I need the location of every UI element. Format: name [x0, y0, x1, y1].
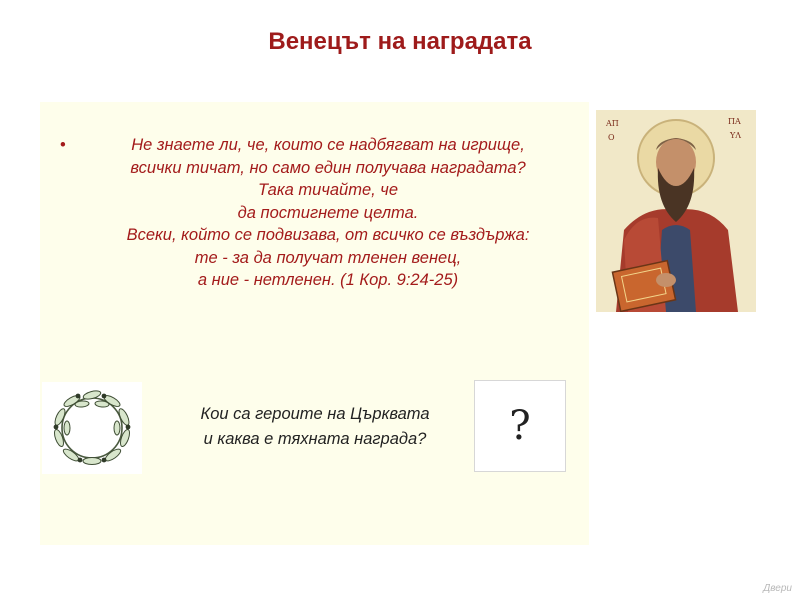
- saint-icon: [596, 110, 756, 312]
- slide-title: Венецът на наградата: [268, 28, 532, 55]
- quote-line: да постигнете целта.: [237, 203, 419, 222]
- quote-line: Така тичайте, че: [257, 181, 399, 199]
- svg-text:ΠΑ: ΠΑ: [728, 117, 741, 126]
- quote-line: Всеки, който се подвизава, от всичко се въздържа:: [126, 226, 530, 244]
- question-line: и каква е тяхната награда?: [203, 430, 427, 448]
- question-line: Кои са героите на Църквата: [200, 405, 430, 423]
- svg-text:ΑΠ: ΑΠ: [606, 119, 619, 128]
- content-panel: [40, 102, 589, 545]
- apostle-paul-icon-image: [596, 110, 756, 312]
- svg-text:Ο: Ο: [608, 133, 615, 142]
- laurel-wreath-image: [42, 382, 142, 474]
- question-text: [170, 402, 460, 452]
- laurel-wreath-icon: [42, 382, 142, 474]
- question-mark-icon: ?: [509, 403, 531, 449]
- quote-line: всички тичат, но само един получава наградата?: [130, 158, 526, 177]
- watermark: Двери: [763, 583, 792, 594]
- bullet-icon: •: [60, 136, 66, 154]
- question-mark-box: [474, 380, 566, 472]
- quote-line: а ние - нетленен. (1 Кор. 9:24-25): [197, 271, 459, 289]
- quote-line: те - за да получат тленен венец,: [194, 248, 462, 267]
- quote-line: Не знаете ли, че, които се надбягват на игрище,: [131, 136, 525, 154]
- svg-text:ΥΛ: ΥΛ: [730, 131, 742, 140]
- scripture-quote: [56, 134, 576, 292]
